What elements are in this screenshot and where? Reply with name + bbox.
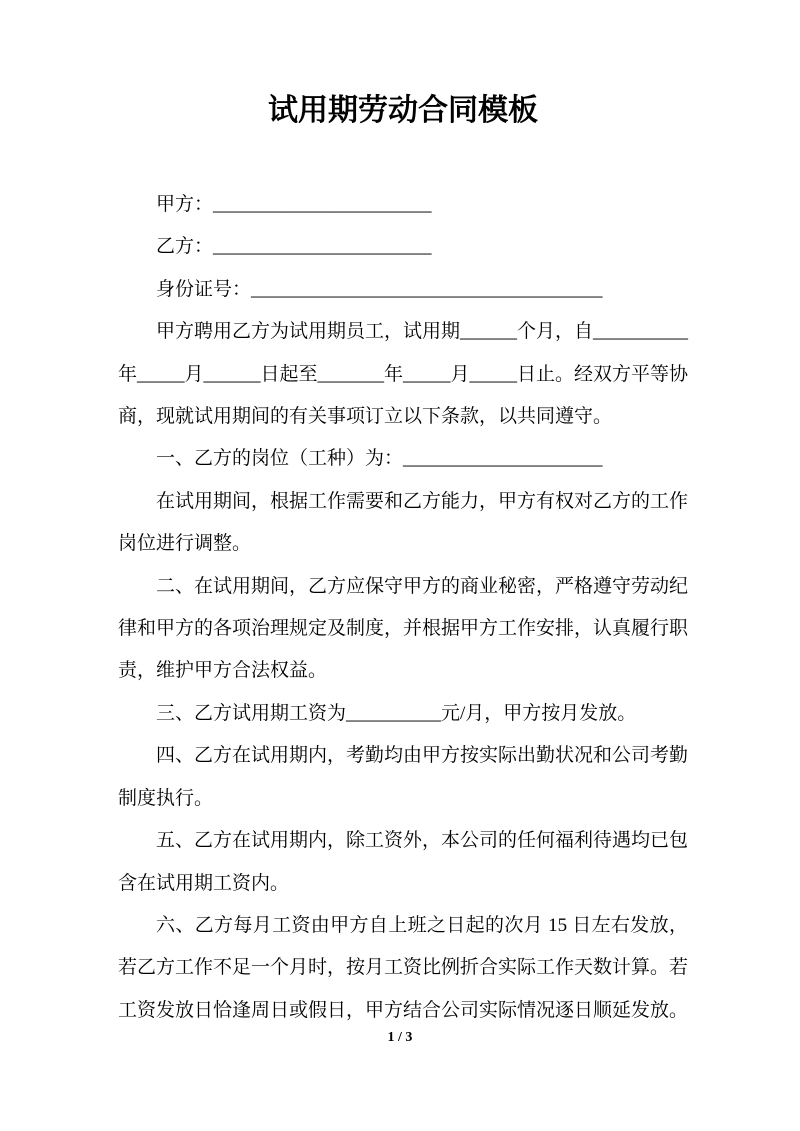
intro-paragraph: 甲方聘用乙方为试用期员工，试用期______个月，自__________年_____月______日起至_______年_____月_____日止。经双方平等协商，现就试用期间的有关事项订立以下条款，以共同遵守。 — [118, 321, 689, 428]
id-number-line: 身份证号：_____________________________________ — [156, 278, 603, 300]
party-b-line: 乙方：_______________________ — [156, 236, 432, 258]
clause-1-note-paragraph: 在试用期间，根据工作需要和乙方能力，甲方有权对乙方的工作岗位进行调整。 — [118, 490, 689, 555]
clause-4-paragraph: 四、乙方在试用期内，考勤均由甲方按实际出勤状况和公司考勤制度执行。 — [118, 745, 689, 809]
document-title: 试用期劳动合同模板 — [268, 94, 538, 127]
clause-1-position-line: 一、乙方的岗位（工种）为：_____________________ — [156, 448, 603, 470]
clause-5-paragraph: 五、乙方在试用期内，除工资外，本公司的任何福利待遇均已包含在试用期工资内。 — [118, 830, 689, 894]
page-number: 1 / 3 — [387, 1030, 413, 1045]
clause-6-paragraph: 六、乙方每月工资由甲方自上班之日起的次月 15 日左右发放，若乙方工作不足一个月时，按月工资比例折合实际工作天数计算。若工资发放日恰逢周日或假日，甲方结合公司实际情况逐日顺延发放。 — [118, 914, 689, 1021]
clause-2-paragraph: 二、在试用期间，乙方应保守甲方的商业秘密，严格遵守劳动纪律和甲方的各项治理规定及制度，并根据甲方工作安排，认真履行职责，维护甲方合法权益。 — [118, 575, 689, 682]
clause-3-salary-line: 三、乙方试用期工资为__________元/月，甲方按月发放。 — [156, 702, 637, 724]
party-a-line: 甲方：_______________________ — [156, 194, 432, 215]
